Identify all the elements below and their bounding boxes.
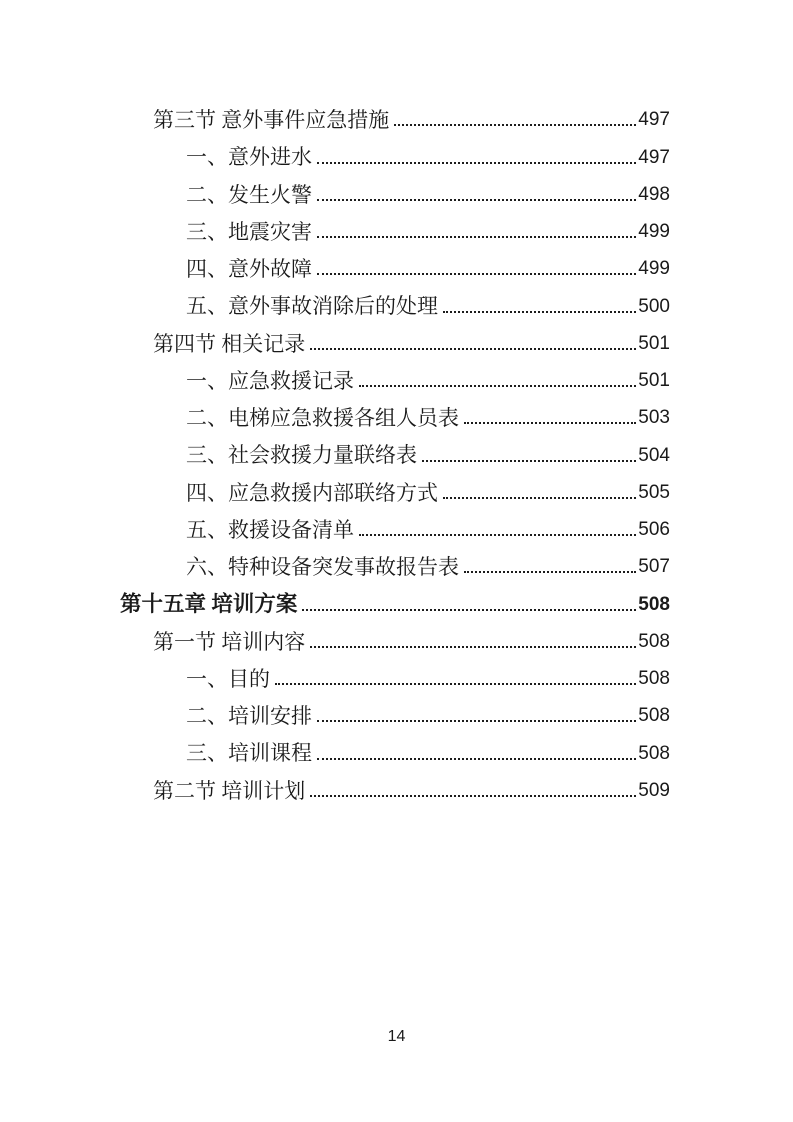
toc-dot-leader (443, 311, 636, 313)
toc-entry[interactable] (120, 209, 670, 246)
toc-entry-label: 五、意外事故消除后的处理 (186, 294, 438, 319)
toc-entry-page: 497 (638, 109, 670, 131)
toc-entry-page: 497 (638, 146, 670, 168)
toc-entry[interactable] (120, 432, 670, 469)
toc-dot-leader (443, 497, 636, 499)
toc-entry-page: 501 (638, 332, 670, 354)
toc-dot-leader (464, 422, 636, 424)
toc-entry-label: 四、意外故障 (186, 257, 312, 282)
toc-entry[interactable] (120, 283, 670, 320)
toc-entry-label: 第三节 意外事件应急措施 (153, 108, 390, 133)
toc-entry-label: 二、发生火警 (186, 182, 312, 207)
toc-dot-leader (310, 646, 636, 648)
toc-entry-label: 三、社会救援力量联络表 (186, 443, 417, 468)
toc-entry[interactable] (120, 246, 670, 283)
toc-entry-label: 六、特种设备突发事故报告表 (186, 555, 459, 580)
toc-entry-page: 505 (638, 481, 670, 503)
toc-entry-label: 三、地震灾害 (186, 219, 312, 244)
toc-entry-label: 一、意外进水 (186, 145, 312, 170)
toc-entry-label: 一、应急救援记录 (186, 368, 354, 393)
toc-entry[interactable] (120, 768, 670, 805)
toc-entry[interactable] (120, 470, 670, 507)
toc-entry-page: 498 (638, 183, 670, 205)
toc-entry-page: 508 (638, 668, 670, 689)
toc-entry[interactable] (120, 134, 670, 171)
table-of-contents (120, 97, 670, 805)
toc-entry-page: 501 (638, 370, 670, 391)
toc-entry[interactable] (120, 172, 670, 209)
toc-entry-page: 499 (638, 258, 670, 280)
toc-entry-label: 第四节 相关记录 (153, 331, 306, 356)
toc-dot-leader (317, 758, 636, 760)
toc-entry-label: 第一节 培训内容 (153, 629, 306, 654)
toc-entry[interactable] (120, 507, 670, 544)
toc-entry-label: 第十五章 培训方案 (120, 591, 298, 616)
toc-entry[interactable] (120, 358, 670, 395)
page-number: 14 (387, 1028, 406, 1045)
toc-entry-page: 506 (638, 519, 670, 540)
toc-entry-label: 第二节 培训计划 (153, 778, 306, 803)
toc-entry-label: 五、救援设备清单 (186, 517, 354, 542)
toc-entry-label: 四、应急救援内部联络方式 (186, 480, 438, 505)
toc-dot-leader (310, 348, 636, 350)
toc-dot-leader (317, 273, 636, 275)
toc-dot-leader (422, 460, 636, 462)
toc-dot-leader (275, 683, 636, 685)
toc-dot-leader (302, 609, 636, 611)
toc-dot-leader (359, 534, 636, 536)
toc-entry[interactable] (120, 656, 670, 693)
toc-entry-page: 509 (638, 779, 670, 801)
toc-entry[interactable] (120, 581, 670, 618)
toc-entry-page: 508 (638, 630, 670, 652)
toc-entry-page: 508 (638, 705, 670, 727)
page-footer (0, 1028, 793, 1046)
toc-entry-page: 507 (638, 556, 670, 578)
toc-entry-page: 504 (638, 444, 670, 466)
toc-dot-leader (359, 385, 636, 387)
toc-entry-page: 508 (638, 742, 670, 764)
toc-entry[interactable] (120, 321, 670, 358)
toc-entry[interactable] (120, 395, 670, 432)
toc-entry-label: 一、目的 (186, 666, 270, 691)
toc-entry-label: 三、培训课程 (186, 741, 312, 766)
toc-dot-leader (317, 720, 636, 722)
toc-entry-page: 500 (638, 295, 670, 317)
toc-dot-leader (317, 162, 636, 164)
toc-dot-leader (310, 795, 636, 797)
toc-entry-label: 二、培训安排 (186, 704, 312, 729)
toc-dot-leader (317, 236, 636, 238)
toc-entry-page: 508 (638, 593, 670, 615)
toc-entry[interactable] (120, 97, 670, 134)
toc-entry-page: 503 (638, 407, 670, 429)
toc-dot-leader (317, 199, 636, 201)
toc-entry-page: 499 (638, 221, 670, 242)
toc-dot-leader (394, 124, 636, 126)
toc-entry[interactable] (120, 730, 670, 767)
toc-entry-label: 二、电梯应急救援各组人员表 (186, 406, 459, 431)
toc-entry[interactable] (120, 619, 670, 656)
toc-entry[interactable] (120, 544, 670, 581)
toc-dot-leader (464, 571, 636, 573)
toc-entry[interactable] (120, 693, 670, 730)
